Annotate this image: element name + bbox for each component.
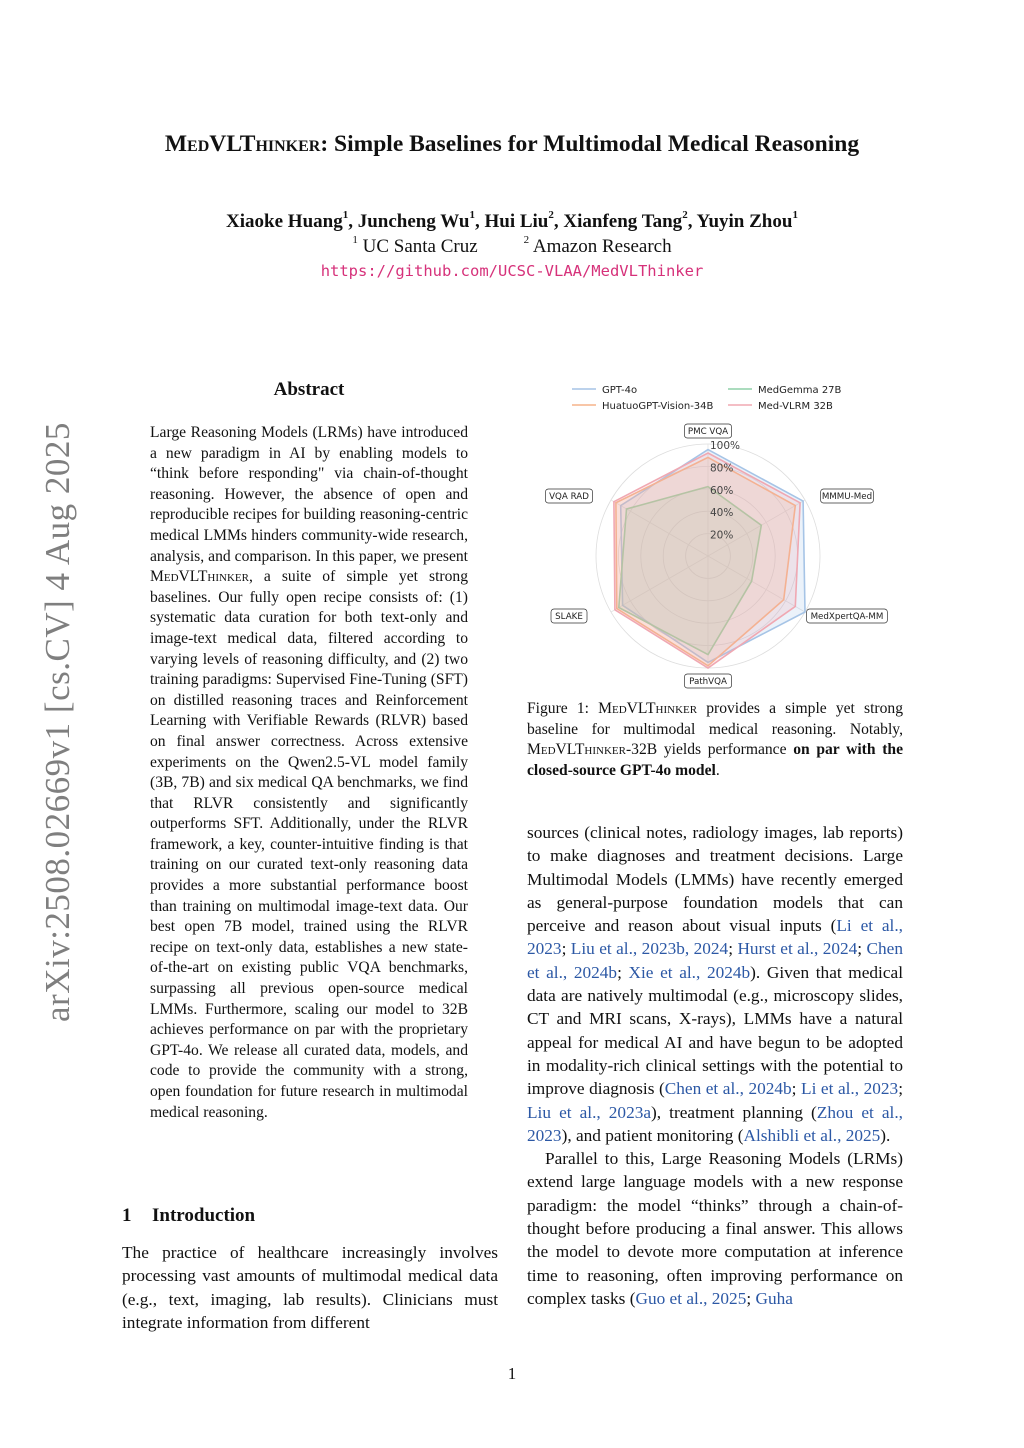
caption-text: .	[715, 761, 720, 779]
author-separator: ,	[474, 211, 485, 232]
citation-link[interactable]: Liu et al., 2023b, 2024	[570, 939, 729, 959]
abstract-system-name: MedVLThinker	[150, 568, 249, 586]
abstract-text: Large Reasoning Models (LRMs) have introduced a new paradigm in AI by enabling models to “think before responding" via chain-of-thought reasoning. However, the absence of open and reproducible recipes for building reasoning-centric medical LMMs hinders community-wide research, analysis, and comparison. In this paper, we present	[150, 424, 468, 565]
citation-link[interactable]: Li et al., 2023	[527, 916, 903, 959]
axis-label-text: MMMU-Med	[821, 492, 873, 503]
author-name: Xianfeng Tang	[563, 211, 683, 232]
axis-label-text: MedXpertQA-MM	[810, 612, 884, 623]
tick-label: 60%	[710, 484, 734, 497]
abstract-heading: Abstract	[273, 379, 345, 400]
author-list	[0, 211, 1024, 233]
paragraph: Parallel to this, Large Reasoning Models (LRMs) extend large language models with a new response paradigm: the model “thinks” through a chain-of-thought before producing a final answer. This allows the model to devote more computation at inference time to reasoning, often improving performance on complex tasks (Guo et al., 2025; Guha	[527, 1149, 903, 1308]
citation-link[interactable]: Guha	[755, 1288, 793, 1308]
caption-text: -32B yields performance	[625, 741, 794, 759]
title-system-name: MedVLThinker	[164, 131, 321, 157]
citation-link[interactable]: Chen et al., 2024b	[527, 939, 903, 982]
project-url-link[interactable]: https://github.com/UCSC-VLAA/MedVLThinker	[320, 262, 704, 280]
citation-link[interactable]: Hurst et al., 2024	[737, 939, 858, 959]
chart-legend	[572, 385, 842, 412]
citation-link[interactable]: Chen et al., 2024b	[664, 1079, 792, 1099]
axis-label-text: PathVQA	[689, 677, 727, 688]
author	[226, 211, 358, 232]
intro-left-text: The practice of healthcare increasingly involves processing vast amounts of multimodal medical data (e.g., text, imaging, lab results). Clinicians must integrate information from different	[122, 1243, 498, 1332]
paragraph-text: ), and patient monitoring (	[561, 1125, 744, 1145]
affiliations	[0, 236, 1024, 258]
paragraph-text: sources (clinical notes, radiology images, lab reports) to make diagnoses and treatment decisions. Large Multimodal Models (LMMs) have recently emerged as general-purpose foundation models that can perceive and reason about visual inputs (	[527, 823, 903, 936]
radar-series-group	[614, 450, 805, 668]
legend-label: HuatuoGPT-Vision-34B	[602, 401, 714, 412]
tick-label: 100%	[710, 440, 741, 452]
axis-label-text: SLAKE	[555, 612, 583, 623]
author-separator: ,	[553, 211, 564, 232]
axis-label-text: PMC VQA	[687, 427, 729, 438]
author-separator: ,	[348, 211, 358, 232]
affiliation-number: 2	[523, 234, 530, 246]
author-name: Yuyin Zhou	[696, 211, 793, 232]
legend-label: Med-VLRM 32B	[758, 401, 833, 412]
arxiv-identifier: arXiv:2508.02669v1 [cs.CV] 4 Aug 2025	[38, 422, 77, 1022]
figure-caption	[527, 699, 903, 781]
paragraph-text: ).	[880, 1125, 891, 1145]
intro-right-text	[527, 821, 903, 1310]
page-number: 1	[507, 1364, 517, 1383]
title-rest: : Simple Baselines for Multimodal Medical Reasoning	[320, 131, 860, 157]
author-name: Hui Liu	[484, 211, 549, 232]
paragraph: sources (clinical notes, radiology images, lab reports) to make diagnoses and treatment decisions. Large Multimodal Models (LMMs) have recently emerged as general-purpose foundation models that can perceive and reason about visual inputs (Li et al., 2023; Liu et al., 2023b, 2024; Hurst et al., 2024; Chen et al., 2024b; Xie et al., 2024b). Given that medical data are natively multimodal (e.g., microscopy slides, CT and MRI scans, X-rays), LMMs have a natural appeal for medical AI and have begun to be adopted in modality-rich clinical settings with the potential to improve diagnosis (Chen et al., 2024b; Li et al., 2023; Liu et al., 2023a), treatment planning (Zhou et al., 2023), and patient monitoring (Alshibli et al., 2025).	[527, 823, 903, 1145]
author	[358, 211, 485, 232]
paragraph-text: Parallel to this, Large Reasoning Models (LRMs) extend large language models with a new response paradigm: the model “thinks” through a chain-of-thought before producing a final answer. This allows the model to devote more computation at inference time to reasoning, often improving performance on complex tasks (	[527, 1149, 903, 1308]
axis-label	[684, 674, 731, 688]
paragraph-text: ). Given that medical data are natively multimodal (e.g., microscopy slides, CT and MRI scans, X-rays), LMMs have a natural appeal for medical AI and have begun to be adopted in modality-rich clinical settings with the potential to improve diagnosis (	[527, 962, 903, 1099]
author-separator: ,	[687, 211, 697, 232]
author-affiliation-mark: 1	[342, 209, 349, 221]
abstract-body	[150, 423, 468, 1123]
affiliation-name: UC Santa Cruz	[362, 236, 478, 257]
citation-link[interactable]: Liu et al., 2023a	[527, 1102, 652, 1122]
citation-link[interactable]: Li et al., 2023	[801, 1079, 899, 1099]
paragraph-text: ), treatment planning (	[651, 1102, 817, 1122]
axis-label-text: VQA RAD	[549, 492, 589, 503]
axis-label	[821, 489, 874, 503]
caption-label: Figure 1:	[527, 700, 599, 717]
author-name: Xiaoke Huang	[226, 211, 343, 232]
author-affiliation-mark: 2	[682, 209, 688, 221]
author-name: Juncheng Wu	[357, 211, 470, 232]
paper-title	[0, 131, 1024, 158]
author-affiliation-mark: 1	[792, 209, 798, 221]
citation-link[interactable]: Alshibli et al., 2025	[743, 1125, 881, 1145]
caption-emphasis: on par with the closed-source GPT-4o model	[527, 741, 903, 779]
affiliation-name: Amazon Research	[532, 236, 672, 257]
abstract-text: , a suite of simple yet strong baselines. Our fully open recipe consists of: (1) systematic data curation for both text-only and image-text medical data, filtered according to varying levels of reasoning difficulty, and (2) two training paradigms: Supervised Fine-Tuning (SFT) on distilled reasoning traces and Reinforcement Learning with Verifiable Rewards (RLVR) based on final answer correctness. Across extensive experiments on the Qwen2.5-VL model family (3B, 7B) and six medical QA benchmarks, we find that RLVR consistently and significantly outperforms SFT. Additionally, under the RLVR framework, a key, counter-intuitive finding is that training on our curated text-only reasoning data provides a more substantial performance boost than training on multimodal image-text data. Our best open 7B model, trained using the RLVR recipe on text-only data, establishes a new state-of-the-art on existing public VQA benchmarks, surpassing all previous open-source medical LMMs. Furthermore, scaling our model to 32B achieves performance on par with the proprietary GPT-4o. We release all curated data, models, and code to provide the community with a strong, open foundation for future research in multimodal medical reasoning.	[150, 568, 468, 1121]
author	[563, 211, 696, 232]
affiliation	[352, 236, 477, 257]
caption-system-name: MedVLThinker	[527, 741, 626, 759]
section-heading	[122, 1205, 255, 1227]
tick-label: 80%	[710, 462, 734, 475]
axis-label	[684, 424, 731, 438]
radar-chart	[549, 378, 884, 688]
caption-system-name: MedVLThinker	[598, 700, 698, 717]
affiliation	[524, 236, 672, 257]
axis-label	[545, 489, 592, 503]
caption-text: provides a simple yet strong baseline for multimodal medical reasoning. Notably,	[527, 700, 904, 738]
section-number: 1	[122, 1205, 132, 1226]
affiliation-number: 1	[352, 234, 358, 246]
legend-label: GPT-4o	[602, 385, 638, 396]
legend-label: MedGemma 27B	[758, 385, 842, 396]
author-affiliation-mark: 1	[469, 209, 475, 221]
tick-label: 40%	[710, 507, 734, 520]
author-affiliation-mark: 2	[548, 209, 554, 221]
citation-link[interactable]: Xie et al., 2024b	[628, 962, 751, 982]
tick-label: 20%	[710, 529, 734, 542]
citation-link[interactable]: Zhou et al., 2023	[527, 1102, 903, 1145]
author	[696, 211, 797, 232]
section-title: Introduction	[152, 1205, 256, 1226]
author	[484, 211, 563, 232]
axis-label	[807, 609, 888, 623]
citation-link[interactable]: Guo et al., 2025	[635, 1288, 747, 1308]
axis-label	[551, 609, 587, 623]
